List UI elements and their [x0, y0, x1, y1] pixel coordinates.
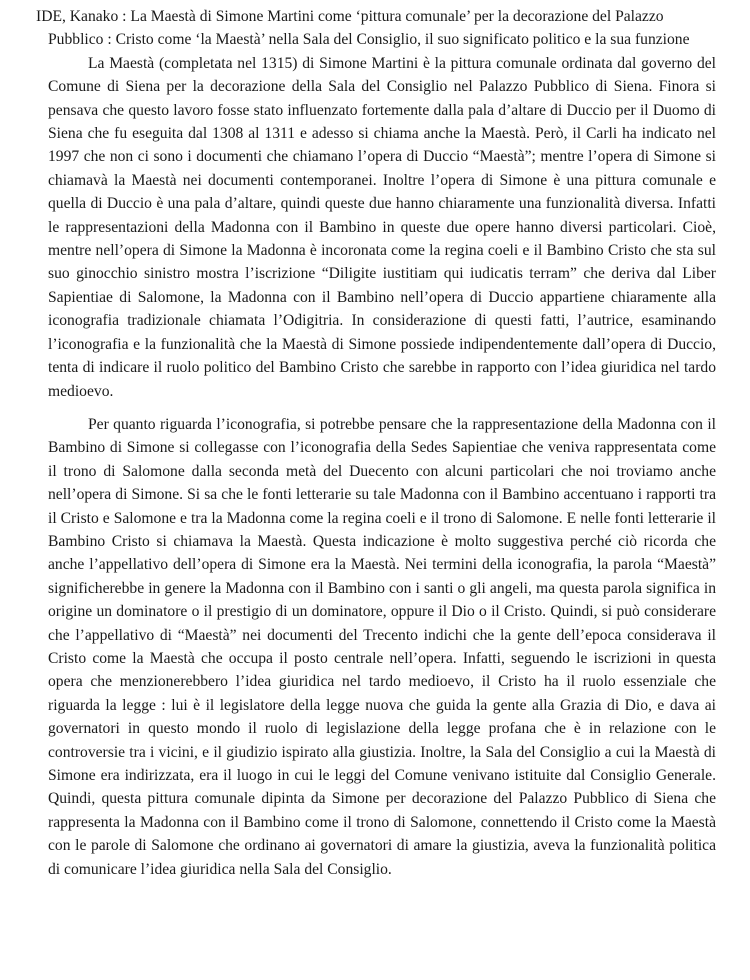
author-name: IDE, Kanako : — [36, 8, 127, 25]
abstract-paragraph-1: La Maestà (completata nel 1315) di Simone Martini è la pittura comunale ordinata dal governo del Comune di Siena per la decorazione della Sala del Consiglio nel Palazzo Pubblico di Siena. Finora si pensava che questo lavoro fosse stato influenzato fortemente dalla pala d’altare di Duccio per il Duomo di Siena che fu eseguita dal 1308 al 1311 e adesso si chiama anche la Maestà. Però, il Carli ha indicato nel 1997 che non ci sono i documenti che chiamano l’opera di Duccio “Maestà”; mentre l’opera di Simone si chiamavà la Maestà nei documenti contemporanei. Inoltre l’opera di Simone è una pittura comunale e quella di Duccio è una pala d’altare, quindi queste due hanno chiaramente una funzionalità diversa. Infatti le rappresentazioni della Madonna con il Bambino in queste due opere hanno diversi particolari. Cioè, mentre nell’opera di Simone la Madonna è incoronata come la regina coeli e il Bambino Cristo che sta sul suo ginocchio sinistro mostra l’iscrizione “Diligite iustitiam qui iudicatis terram” che deriva dal Liber Sapientiae di Salomone, la Madonna con il Bambino nell’opera di Duccio appartiene chiaramente alla iconografia tradizionale chiamata l’Odigitria. In considerazione di questi fatti, l’autrice, esaminando l’iconografia e la funzionalità che la Maestà di Simone possiede indipendentemente dall’opera di Duccio, tenta di indicare il ruolo politico del Bambino Cristo che sarebbe in rapporto con l’idea giuridica nel tardo medioevo. — [48, 54, 716, 400]
article-title: La Maestà di Simone Martini come ‘pittura comunale’ per la decorazione del Palazzo Pubblico : Cristo come ‘la Maestà’ nella Sala del Consiglio, il suo significato politico e la sua funzione — [48, 8, 690, 49]
abstract-paragraph-2: Per quanto riguarda l’iconografia, si potrebbe pensare che la rappresentazione della Madonna con il Bambino di Simone si collegasse con l’iconografia della Sedes Sapientiae che veniva rappresentata come il trono di Salomone dalla seconda metà del Duecento con alcuni particolari che noi troviamo anche nell’opera di Simone. Si sa che le fonti letterarie su tale Madonna con il Bambino accentuano i rapporti tra il Cristo e Salomone e tra la Madonna come la regina coeli e il trono di Salomone. E nelle fonti letterarie il Bambino Cristo si chiamava la Maestà. Questa indicazione è molto suggestiva perché ciò ricorda che anche l’appellativo dell’opera di Simone era la Maestà. Nei termini della iconografia, la parola “Maestà” significherebbe in genere la Madonna con il Bambino con i santi o gli angeli, ma questa parola significa in origine un dominatore o il prestigio di un dominatore, oppure il Dio o il Cristo. Quindi, si può considerare che l’appellativo di “Maestà” nei documenti del Trecento indichi che la gente dell’epoca considerava il Cristo come la Maestà che occupa il posto centrale nell’opera. Infatti, seguendo le iscrizioni in questa opera che menzionerebbero l’idea giuridica nel tardo medioevo, il Cristo ha il ruolo essenziale che riguarda la legge : lui è il legislatore della legge nuova che guida la gente alla Grazia di Dio, e dava ai governatori in questo mondo il ruolo di legislazione della legge profana che è in relazione con le controversie tra i vicini, e il giudizio ispirato alla giustizia. Inoltre, la Sala del Consiglio a cui la Maestà di Simone era indirizzata, era il luogo in cui le leggi del Comune venivano istituite dal Consiglio Generale. Quindi, questa pittura comunale dipinta da Simone per decorazione del Palazzo Pubblico di Siena che rappresenta la Madonna con il Bambino come il trono di Salomone, connettendo il Cristo come la Maestà con le parole di Salomone che ordinano ai governatori di amare la giustizia, aveva la funzionalità politica di comunicare l’idea giuridica nella Sala del Consiglio. — [48, 415, 716, 878]
article-heading — [36, 5, 716, 52]
